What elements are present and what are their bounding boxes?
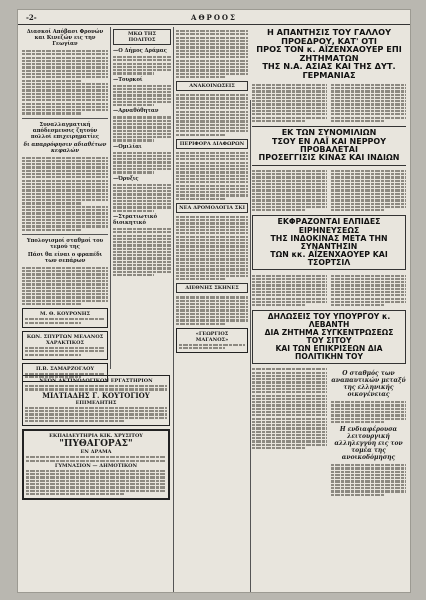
ad-xray-role: ΕΠΙΜΕΛΗΤΗΣ bbox=[75, 399, 117, 406]
section-2-head-b: ΤΗΣ ΙΝΔΟΚΙΝΑΣ ΜΕΤΑ ΤΗΝ ΣΥΝΑΝΤΗΣΙΝ bbox=[270, 233, 388, 251]
left-headline-2b: δι απαρρόφησιν αδιαθέτων κεφαλών bbox=[23, 141, 107, 154]
section-3-head-c: ΚΑΙ ΤΩΝ ΕΠΙΚΡΙΣΕΩΝ ΔΙΑ ΠΟΛΙΤΙΚΗΝ ΤΟΥ bbox=[275, 344, 383, 362]
page-number: -2- bbox=[26, 13, 37, 22]
subhead-2: Η ενδιαφέρουσα λειτουργική αλληλεγγύη εις τον τομέα της ανοικοδόμησης bbox=[334, 426, 403, 462]
section-3-head-b: ΔΙΑ ΖΗΤΗΜΑ ΣΥΓΚΕΝΤΡΩΣΕΩΣ ΤΟΥ ΣΙΤΟΥ bbox=[264, 328, 394, 346]
midleft-item-3: —Ομιλίαι bbox=[113, 143, 142, 150]
midleft-item-1: —Τουρκοί bbox=[113, 76, 143, 83]
midleft-head-box: ΜΚΩ ΤΗΣ ΠΟΛΙΤΟΣ bbox=[113, 29, 171, 45]
section-2-head-c: ΤΩΝ κκ. ΑΪΖΕΝΧΑΟΥΕΡ ΚΑΙ ΤΣΟΡΤΣΙΛ bbox=[270, 250, 388, 268]
section-3 bbox=[252, 310, 406, 364]
column-mid-right bbox=[176, 27, 248, 592]
left-headline-1: Διασκοί Απόβασι Φρονών και Κινεζών εις την Γεωγίαν bbox=[26, 29, 104, 47]
ad-spyrton-name: ΚΩΝ. ΣΠΥΡΤΩΝ ΜΕΛΑΝΟΣ bbox=[26, 333, 104, 340]
ad-xray-title: ΝΕΟΝ ΑΚΤΙΝΟΛΟΓΙΚΟΝ ΕΡΓΑΣΤΗΡΙΟΝ bbox=[39, 378, 153, 384]
midright-head-4: ΔΙΕΘΝΗΣ ΣΚΗΝΕΣ bbox=[176, 283, 248, 293]
ad-maganos-name: «ΓΕΩΡΓΙΟΣ ΜΑΓΑΝΟΣ» bbox=[195, 330, 229, 343]
section-1-head-a: ΕΚ ΤΩΝ ΣΥΝΟΜΙΛΙΩΝ bbox=[281, 128, 377, 138]
ad-kouronis bbox=[22, 308, 108, 328]
ad-pythagoras-school bbox=[22, 429, 170, 500]
lead-headline-2: ΠΡΟΣ ΤΟΝ κ. ΑΪΖΕΝΧΑΟΥΕΡ ΕΠΙ ΖΗΤΗΜΑΤΩΝ bbox=[256, 44, 402, 63]
ad-school-city: ΕΝ ΔΡΑΜΑ bbox=[80, 449, 112, 456]
subhead-1: Ο σταθμός των αναπαυτικών μεταξύ της ελληνικής οικογένειας bbox=[331, 370, 406, 399]
column-mid-left bbox=[113, 27, 171, 369]
masthead bbox=[18, 10, 410, 25]
ad-maganos bbox=[176, 328, 248, 354]
section-2 bbox=[252, 215, 406, 270]
midright-head-3: ΝΕΑ ΔΡΟΜΟΛΟΓΙΑ ΣΚΙ bbox=[176, 203, 248, 213]
midright-head-2: ΠΕΡΙΦΟΡΑ ΔΙΑΦΩΡΩΝ bbox=[176, 139, 248, 149]
left-headline-3: Υπολογισμοί σταθμοί του τεμού της bbox=[26, 237, 104, 250]
ad-school-name: "ΠΥΘΑΓΟΡΑΣ" bbox=[59, 439, 133, 450]
section-1-head-c: ΠΡΟΣΕΓΓΙΣΙΣ ΚΙΝΑΣ ΚΑΙ ΙΝΔΙΩΝ bbox=[258, 153, 400, 163]
section-1 bbox=[252, 126, 406, 166]
column-left bbox=[22, 27, 108, 385]
ad-school-levels: ΓΥΜΝΑΣΙΟΝ — ΔΗΜΟΤΙΚΟΝ bbox=[54, 462, 138, 469]
newspaper-page bbox=[18, 10, 410, 592]
lead-headline-3: ΤΗΣ Ν.Α. ΑΣΙΑΣ ΚΑΙ ΤΗΣ ΔΥΤ. ΓΕΡΜΑΝΙΑΣ bbox=[262, 61, 396, 81]
ad-xray-doctor: ΜΙΛΤΙΑΔΗΣ Γ. ΚΟΥΤΟΓΙΟΥ bbox=[42, 390, 150, 400]
ad-xray-lab bbox=[22, 375, 170, 426]
lead-story bbox=[252, 28, 406, 497]
section-1-head-b: ΤΣΟΥ ΕΝ ΛΑΪ ΚΑΙ ΝΕΡΡΟΥ ΠΡΟΒΑΛΕΤΑΙ bbox=[271, 136, 387, 154]
paper-name: ΑΘΡΟΟΣ bbox=[191, 13, 237, 22]
lead-headline-1: Η ΑΠΑΝΤΗΣΙΣ ΤΟΥ ΓΑΛΛΟΥ ΠΡΟΕΔΡΟΥ, ΚΑΤ' ΟΤΙ bbox=[266, 27, 392, 46]
section-3-head-a: ΔΗΛΩΣΕΙΣ ΤΟΥ ΥΠΟΥΡΓΟΥ κ. ΛΕΒΑΝΤΗ bbox=[267, 312, 391, 330]
left-headline-3b: Πάσι θα είναι ο φραπέδι των σεπάρων bbox=[27, 251, 103, 264]
midleft-item-4: —Όρυξις bbox=[113, 175, 139, 182]
midleft-item-2: —Αρναθόθηταν bbox=[113, 108, 159, 115]
left-lower-ads bbox=[22, 372, 170, 503]
section-2-head-a: ΕΚΦΡΑΖΟΝΤΑΙ ΕΛΠΙΔΕΣ ΕΙΡΗΝΕΥΣΕΩΣ bbox=[277, 217, 381, 235]
ad-school-owner: ΕΚΠΑΙΔΕΥΤΗΡΙΑ ΚΙΚ. ΧΡΥΣΙΤΟΥ bbox=[49, 433, 143, 440]
ad-samarzoglou-name: Π.Β. ΣΑΜΑΡΖΟΓΛΟΥ bbox=[35, 365, 95, 372]
ad-spyrton bbox=[22, 331, 108, 360]
midleft-item-0: —Ο Δήμος Δράμας bbox=[113, 48, 167, 54]
ad-kouronis-name: Μ. Θ. ΚΟΥΡΟΝΗΣ bbox=[39, 311, 91, 318]
midleft-item-5: —Στρατιωτικό διοικητικό bbox=[113, 213, 158, 226]
left-headline-2: Συναλλαγματική απόδεσμευσις ζητούν πολλοί επιχειρηματίες bbox=[30, 121, 100, 140]
ad-spyrton-role: ΧΑΡΑΚΤΙΚΟΣ bbox=[45, 339, 85, 346]
midright-head-1: ΑΝΑΚΟΙΝΩΣΕΙΣ bbox=[176, 81, 248, 91]
